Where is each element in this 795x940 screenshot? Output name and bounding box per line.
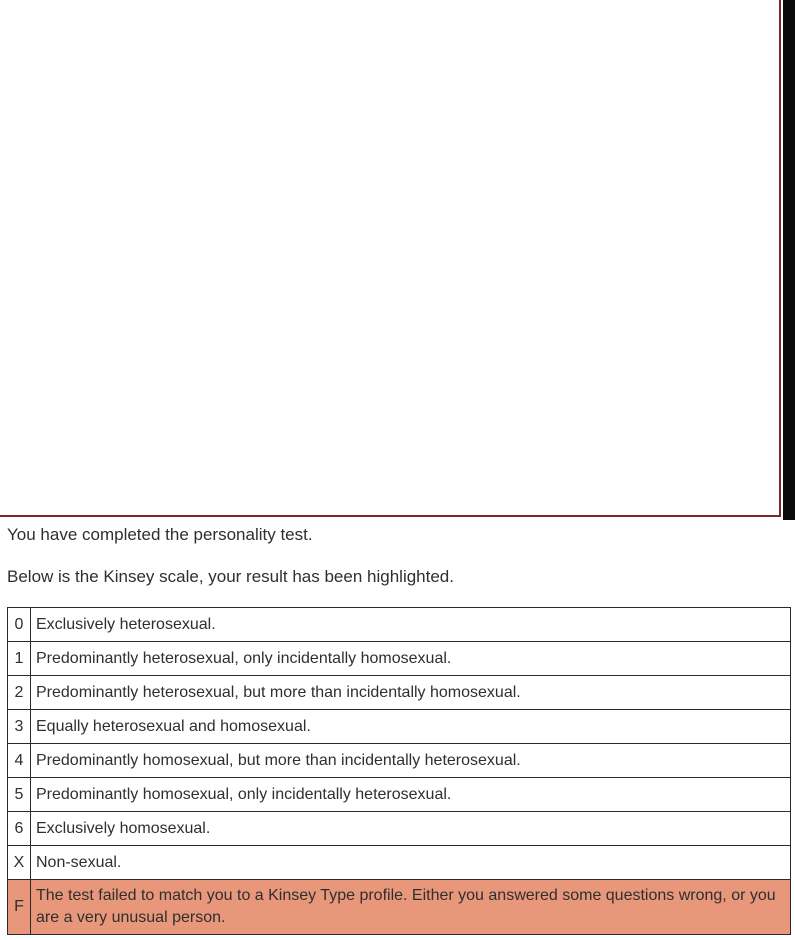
kinsey-description: Exclusively heterosexual. (31, 608, 791, 642)
result-intro-message: Below is the Kinsey scale, your result has been highlighted. (7, 567, 454, 586)
scrollbar-edge (783, 0, 795, 520)
kinsey-description: Predominantly homosexual, only incidentally heterosexual. (31, 778, 791, 812)
highlighted-result-row (8, 880, 791, 935)
kinsey-description: Exclusively homosexual. (31, 812, 791, 846)
kinsey-code: 3 (8, 710, 31, 744)
table-row (8, 812, 791, 846)
kinsey-code: 2 (8, 676, 31, 710)
kinsey-code: 4 (8, 744, 31, 778)
table-row (8, 676, 791, 710)
kinsey-code: 6 (8, 812, 31, 846)
table-row (8, 710, 791, 744)
table-row (8, 608, 791, 642)
kinsey-code: F (8, 880, 31, 935)
kinsey-description: Predominantly heterosexual, only incidentally homosexual. (31, 642, 791, 676)
table-row (8, 744, 791, 778)
table-row (8, 778, 791, 812)
kinsey-description: Equally heterosexual and homosexual. (31, 710, 791, 744)
kinsey-scale-table (7, 607, 791, 935)
kinsey-description: Non-sexual. (31, 846, 791, 880)
kinsey-code: 5 (8, 778, 31, 812)
kinsey-code: 1 (8, 642, 31, 676)
table-row (8, 846, 791, 880)
kinsey-description: Predominantly heterosexual, but more than incidentally homosexual. (31, 676, 791, 710)
table-row (8, 642, 791, 676)
completion-message: You have completed the personality test. (7, 525, 313, 544)
kinsey-code: 0 (8, 608, 31, 642)
kinsey-description: Predominantly homosexual, but more than incidentally heterosexual. (31, 744, 791, 778)
kinsey-description: The test failed to match you to a Kinsey Type profile. Either you answered some questions wrong, or you are a very unusual person. (31, 880, 791, 935)
kinsey-code: X (8, 846, 31, 880)
